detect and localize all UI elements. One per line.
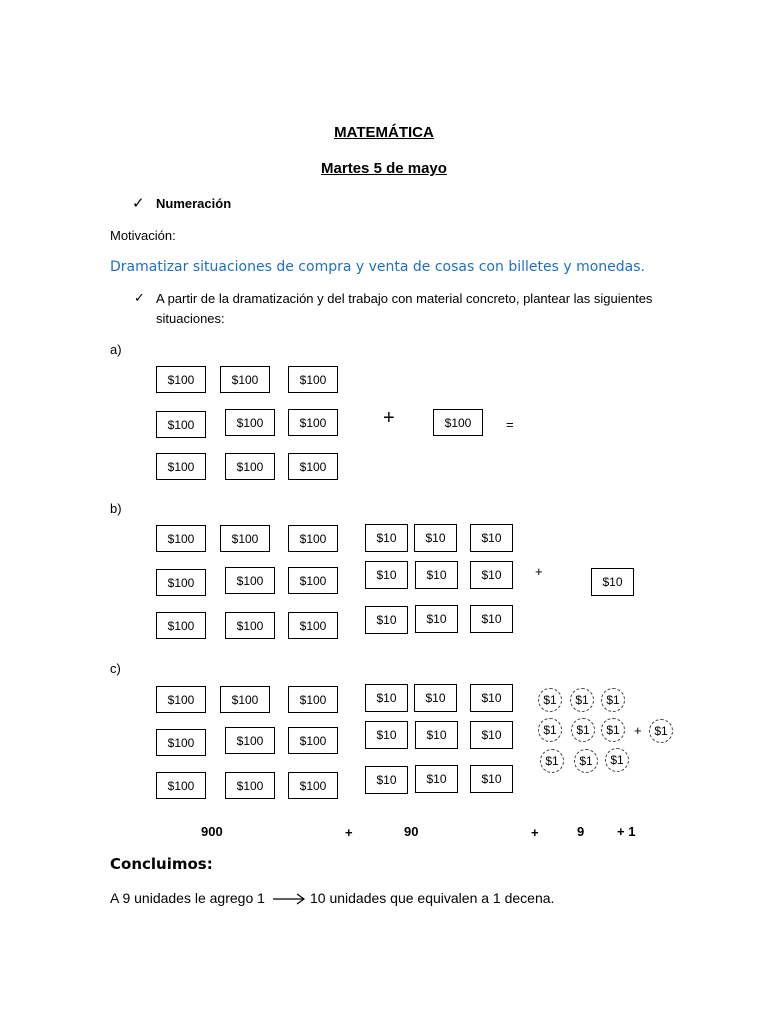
bill-100: $100 — [156, 525, 206, 552]
coin-1: $1 — [601, 718, 625, 742]
bill-100: $100 — [225, 453, 275, 480]
motivation-label: Motivación: — [110, 228, 176, 243]
bill-100: $100 — [220, 525, 270, 552]
coin-1: $1 — [571, 718, 595, 742]
label-c: c) — [110, 661, 121, 676]
instruction-line2: situaciones: — [156, 311, 225, 326]
bill-100: $100 — [225, 409, 275, 436]
bill-100: $100 — [288, 772, 338, 799]
bill-100: $100 — [288, 525, 338, 552]
plus-sign: + — [383, 407, 395, 429]
sum-900: 900 — [201, 824, 223, 839]
conclusion-right: 10 unidades que equivalen a 1 decena. — [310, 890, 555, 906]
sum-plus: + — [531, 825, 539, 840]
label-b: b) — [110, 501, 122, 516]
arrow-right-icon — [272, 892, 306, 906]
plus-sign: + — [535, 564, 543, 579]
page-date: Martes 5 de mayo — [321, 160, 447, 177]
coin-1: $1 — [538, 688, 562, 712]
bill-10: $10 — [591, 568, 634, 596]
conclusion-title: Concluimos: — [110, 855, 213, 873]
bill-10: $10 — [470, 605, 513, 633]
bill-10: $10 — [470, 684, 513, 712]
bill-100: $100 — [288, 453, 338, 480]
bill-100: $100 — [156, 366, 206, 393]
bill-10: $10 — [470, 765, 513, 793]
bill-100: $100 — [156, 453, 206, 480]
bill-100: $100 — [220, 366, 270, 393]
bill-100: $100 — [288, 409, 338, 436]
bill-100: $100 — [156, 772, 206, 799]
bill-10: $10 — [365, 606, 408, 634]
coin-1: $1 — [601, 688, 625, 712]
coin-1: $1 — [540, 749, 564, 773]
bill-10: $10 — [414, 524, 457, 552]
bill-100: $100 — [156, 612, 206, 639]
bill-100: $100 — [225, 772, 275, 799]
bill-10: $10 — [470, 524, 513, 552]
bill-10: $10 — [470, 561, 513, 589]
bill-100: $100 — [156, 411, 206, 438]
equals-sign: = — [506, 417, 514, 432]
bill-100: $100 — [288, 366, 338, 393]
bill-100: $100 — [225, 612, 275, 639]
bill-10: $10 — [365, 684, 408, 712]
plus-sign: + — [634, 723, 642, 738]
bill-100: $100 — [288, 727, 338, 754]
bill-100: $100 — [220, 686, 270, 713]
checkmark-icon: ✓ — [134, 290, 145, 305]
bill-100: $100 — [156, 569, 206, 596]
checkmark-icon: ✓ — [132, 195, 145, 212]
bill-100: $100 — [288, 567, 338, 594]
bill-10: $10 — [365, 766, 408, 794]
bill-10: $10 — [415, 765, 458, 793]
bill-10: $10 — [470, 721, 513, 749]
bill-100: $100 — [156, 729, 206, 756]
bill-10: $10 — [365, 721, 408, 749]
conclusion-left: A 9 unidades le agrego 1 — [110, 890, 265, 906]
bill-100: $100 — [288, 612, 338, 639]
bill-100: $100 — [156, 686, 206, 713]
topic: Numeración — [156, 196, 232, 211]
page-title: MATEMÁTICA — [334, 124, 434, 141]
sum-90: 90 — [404, 824, 419, 839]
instruction-line1: A partir de la dramatización y del trabajo con material concreto, plantear las siguientes — [156, 291, 653, 306]
bill-100: $100 — [433, 409, 483, 436]
coin-1: $1 — [574, 749, 598, 773]
sum-9: 9 — [577, 824, 585, 839]
bill-10: $10 — [365, 561, 408, 589]
motivation-text: Dramatizar situaciones de compra y venta de cosas con billetes y monedas. — [110, 259, 645, 275]
bill-10: $10 — [414, 684, 457, 712]
bill-100: $100 — [288, 686, 338, 713]
coin-1: $1 — [605, 748, 629, 772]
sum-plus: + — [345, 825, 353, 840]
bill-100: $100 — [225, 727, 275, 754]
bill-10: $10 — [415, 605, 458, 633]
bill-100: $100 — [225, 567, 275, 594]
bill-10: $10 — [415, 561, 458, 589]
coin-1: $1 — [538, 718, 562, 742]
sum-plus-1: + 1 — [617, 824, 636, 839]
coin-1: $1 — [570, 688, 594, 712]
bill-10: $10 — [415, 721, 458, 749]
bill-10: $10 — [365, 524, 408, 552]
coin-1: $1 — [649, 719, 673, 743]
label-a: a) — [110, 342, 122, 357]
